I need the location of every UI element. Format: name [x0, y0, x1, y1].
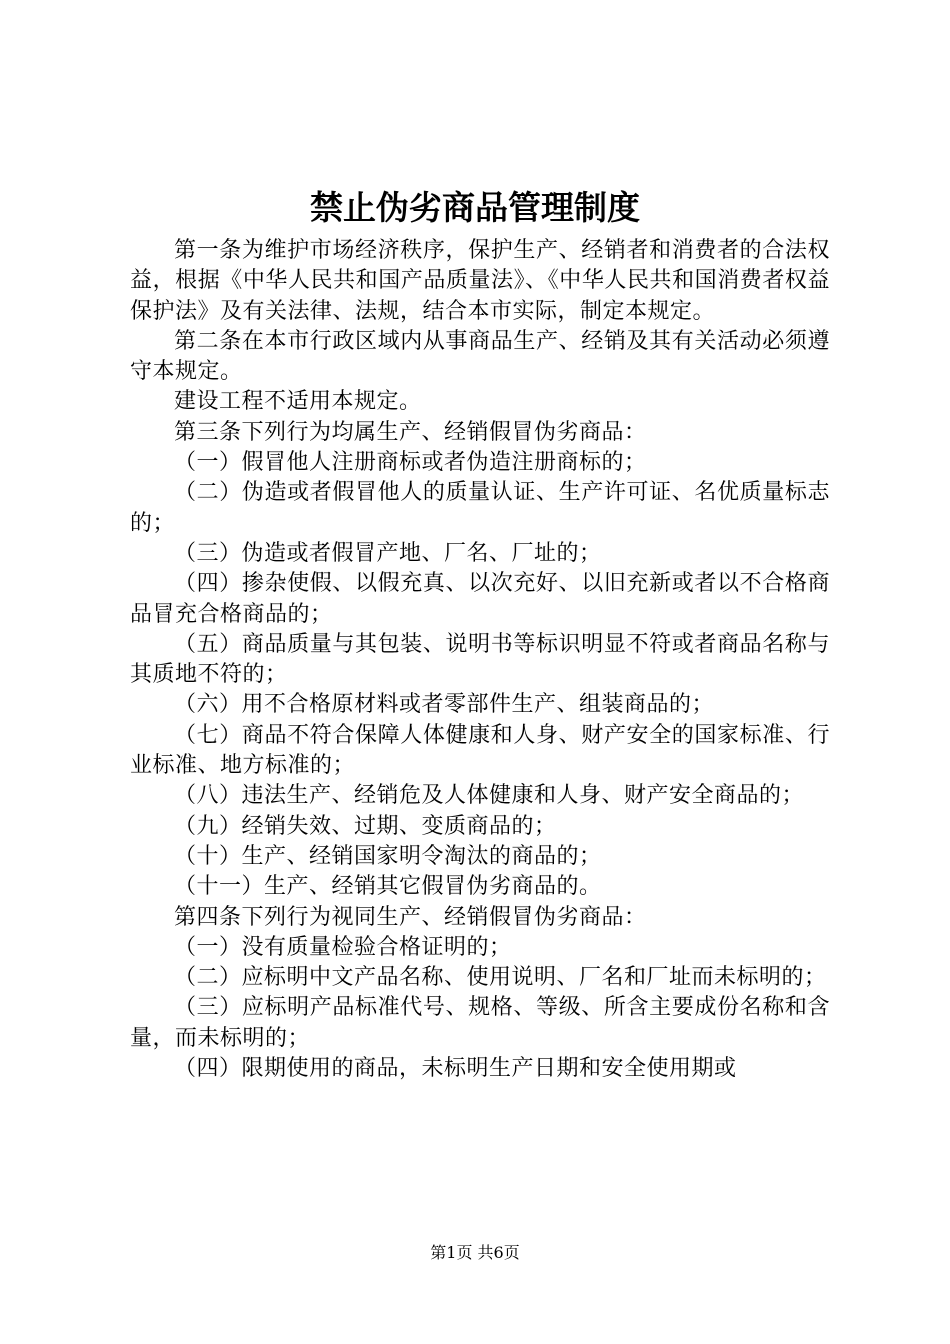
document-body [130, 236, 830, 1084]
paragraph: （四）限期使用的商品，未标明生产日期和安全使用期或 [174, 1056, 737, 1082]
paragraph: （三）应标明产品标准代号、规格、等级、所含主要成份名称和含量，而未标明的； [130, 995, 830, 1051]
paragraph: （一）没有质量检验合格证明的； [174, 934, 512, 960]
paragraph: 第二条在本市行政区域内从事商品生产、经销及其有关活动必须遵守本规定。 [130, 328, 830, 385]
paragraph: 第三条下列行为均属生产、经销假冒伪劣商品： [174, 419, 647, 445]
paragraph: （七）商品不符合保障人体健康和人身、财产安全的国家标准、行业标准、地方标准的； [130, 722, 830, 779]
paragraph: （二）应标明中文产品名称、使用说明、厂名和厂址而未标明的； [174, 965, 827, 991]
paragraph: 第一条为维护市场经济秩序，保护生产、经销者和消费者的合法权益，根据《中华人民共和国产品质量法》、《中华人民共和国消费者权益保护法》及有关法律、法规，结合本市实际，制定本规定。 [130, 238, 830, 324]
paragraph: 建设工程不适用本规定。 [174, 389, 422, 415]
document-title: 禁止伪劣商品管理制度 [310, 188, 640, 227]
paragraph: （五）商品质量与其包装、说明书等标识明显不符或者商品名称与其质地不符的； [130, 631, 830, 688]
paragraph: 第四条下列行为视同生产、经销假冒伪劣商品： [174, 904, 647, 930]
paragraph: （一）假冒他人注册商标或者伪造注册商标的； [174, 450, 647, 476]
page-footer: 第1页 共6页 [430, 1243, 520, 1262]
paragraph: （十）生产、经销国家明令淘汰的商品的； [174, 843, 602, 869]
paragraph: （八）违法生产、经销危及人体健康和人身、财产安全商品的； [174, 783, 805, 809]
paragraph: （十一）生产、经销其它假冒伪劣商品的。 [174, 874, 602, 900]
paragraph: （九）经销失效、过期、变质商品的； [174, 813, 557, 839]
paragraph: （六）用不合格原材料或者零部件生产、组装商品的； [174, 692, 715, 718]
paragraph: （三）伪造或者假冒产地、厂名、厂址的； [174, 540, 602, 566]
paragraph: （二）伪造或者假冒他人的质量认证、生产许可证、名优质量标志的； [130, 480, 830, 536]
paragraph: （四）掺杂使假、以假充真、以次充好、以旧充新或者以不合格商品冒充合格商品的； [130, 571, 830, 627]
